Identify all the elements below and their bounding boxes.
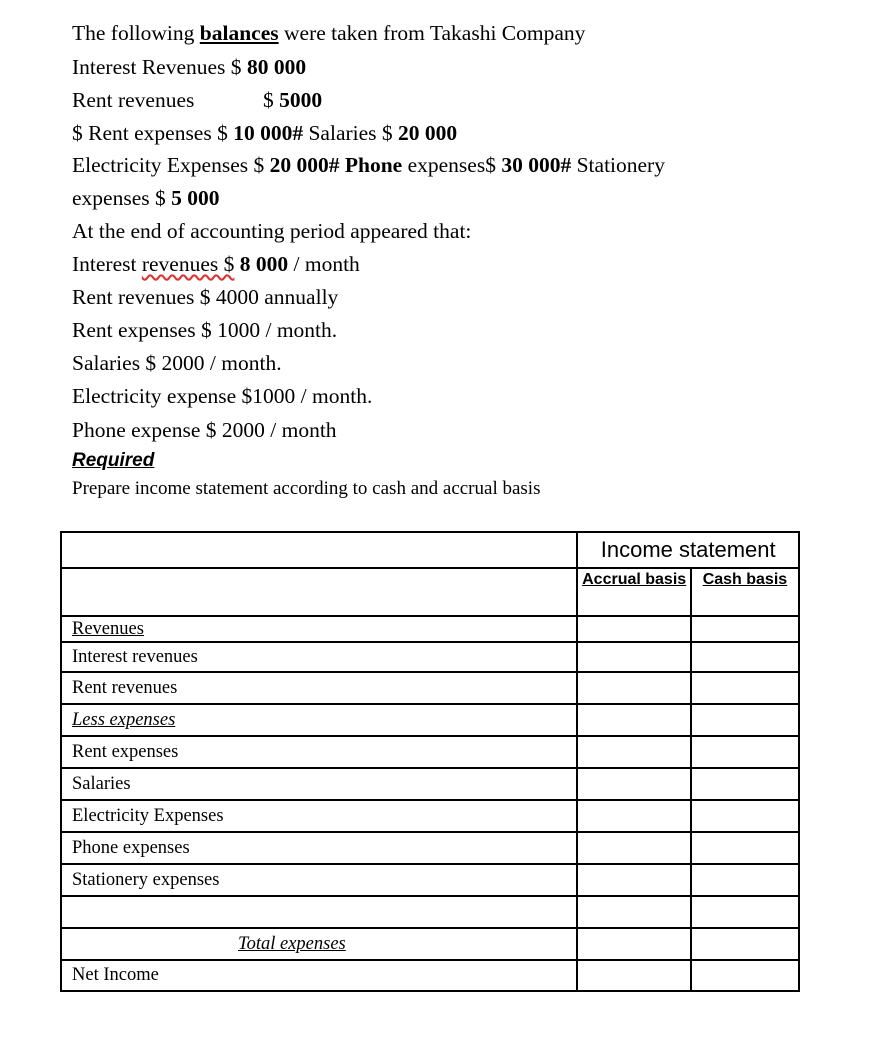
text: Required	[72, 450, 155, 471]
value: 20 000	[398, 121, 458, 145]
text: / month	[288, 252, 360, 276]
text: $	[263, 88, 280, 112]
salaries-label: Salaries	[61, 768, 577, 800]
text: Cash basis	[702, 571, 788, 588]
text: The following	[72, 21, 200, 45]
net-income-label: Net Income	[61, 960, 577, 991]
table-cell	[577, 896, 690, 928]
table-cell	[577, 704, 690, 736]
table-cell	[691, 800, 799, 832]
table-row	[61, 568, 799, 616]
electricity-adjust-line	[72, 383, 372, 409]
text: expenses $	[72, 186, 172, 210]
period-end-line	[72, 218, 471, 244]
text: Rent revenues $ 4000 annually	[72, 285, 339, 309]
value: 20 000#	[269, 153, 340, 177]
text: Stationery	[571, 153, 665, 177]
table-cell	[577, 832, 690, 864]
table-row	[61, 736, 799, 768]
rent-revenue-adjust-line	[72, 284, 338, 310]
rent-salaries-line	[72, 120, 457, 146]
table-cell	[691, 736, 799, 768]
text: Interest	[72, 252, 142, 276]
table-cell	[691, 928, 799, 960]
rent-revenues-line	[72, 87, 323, 113]
table-cell	[577, 672, 690, 704]
table-row	[61, 768, 799, 800]
table-cell	[691, 616, 799, 642]
text: Rent revenues	[72, 88, 195, 112]
table-cell	[691, 896, 799, 928]
electricity-label: Electricity Expenses	[61, 800, 577, 832]
text: At the end of accounting period appeared that:	[72, 219, 472, 243]
rent-expense-adjust-line	[72, 317, 337, 343]
rent-revenues-label: Rent revenues	[61, 672, 577, 704]
income-statement-table	[60, 531, 800, 992]
table-cell	[577, 642, 690, 672]
interest-revenues-label: Interest revenues	[61, 642, 577, 672]
rent-value	[263, 87, 322, 113]
table-cell	[691, 864, 799, 896]
interest-revenues-line	[72, 54, 306, 80]
interest-adjust-line	[72, 251, 360, 277]
electricity-phone-line	[72, 152, 665, 178]
table-row	[61, 704, 799, 736]
table-cell	[691, 642, 799, 672]
table-row	[61, 960, 799, 991]
table-row	[61, 928, 799, 960]
table-row	[61, 832, 799, 864]
table-cell	[61, 532, 577, 568]
text: Accrual basis	[582, 571, 687, 588]
salaries-adjust-line	[72, 350, 282, 376]
table-cell	[577, 736, 690, 768]
phone-label: Phone expenses	[61, 832, 577, 864]
task-line	[72, 476, 540, 502]
text: Interest Revenues $	[72, 55, 247, 79]
value: 8 000	[239, 252, 289, 276]
table-cell	[691, 768, 799, 800]
table-cell	[691, 960, 799, 991]
accrual-basis-header	[577, 568, 690, 616]
stationery-line	[72, 185, 220, 211]
cash-basis-header	[691, 568, 799, 616]
less-expenses-label	[61, 704, 577, 736]
text: $ Rent expenses $	[72, 121, 234, 145]
text: Total expenses	[238, 933, 346, 954]
table-cell	[577, 616, 690, 642]
table-row	[61, 642, 799, 672]
text-bold: Phone	[344, 153, 403, 177]
value: 80 000	[246, 55, 307, 79]
value: 5000	[279, 88, 323, 112]
table-row	[61, 896, 799, 928]
table-cell	[577, 864, 690, 896]
text: Revenues	[72, 618, 144, 639]
table-row	[61, 800, 799, 832]
text-spellcheck: revenues $	[141, 252, 235, 276]
table-cell	[577, 928, 690, 960]
text: Prepare income statement according to cash and accrual basis	[72, 478, 541, 499]
value: 5 000	[171, 186, 220, 210]
text: Salaries $ 2000 / month.	[72, 351, 282, 375]
table-cell	[577, 768, 690, 800]
table-row	[61, 864, 799, 896]
table-cell	[577, 960, 690, 991]
table-cell	[691, 704, 799, 736]
text: Rent expenses $ 1000 / month.	[72, 318, 338, 342]
intro-line	[72, 20, 585, 46]
statement-title: Income statement	[577, 532, 799, 568]
table-cell	[577, 800, 690, 832]
text: Salaries $	[303, 121, 399, 145]
table-row	[61, 672, 799, 704]
value: 30 000#	[501, 153, 572, 177]
table-cell	[61, 896, 577, 928]
stationery-label: Stationery expenses	[61, 864, 577, 896]
text: Phone expense $ 2000 / month	[72, 418, 337, 442]
table-row	[61, 616, 799, 642]
rent-expenses-label: Rent expenses	[61, 736, 577, 768]
required-heading	[72, 446, 154, 474]
table-row	[61, 532, 799, 568]
total-expenses-label	[61, 928, 577, 960]
table-cell	[61, 568, 577, 616]
text: Electricity Expenses $	[72, 153, 270, 177]
text: Electricity expense $1000 / month.	[72, 384, 373, 408]
revenues-label	[61, 616, 577, 642]
text: Less expenses	[72, 709, 176, 730]
text: expenses$	[402, 153, 502, 177]
text-bold: balances	[199, 21, 279, 45]
phone-adjust-line	[72, 417, 337, 443]
table-cell	[691, 832, 799, 864]
table-cell	[691, 672, 799, 704]
value: 10 000#	[233, 121, 304, 145]
text: were taken from Takashi Company	[278, 21, 586, 45]
